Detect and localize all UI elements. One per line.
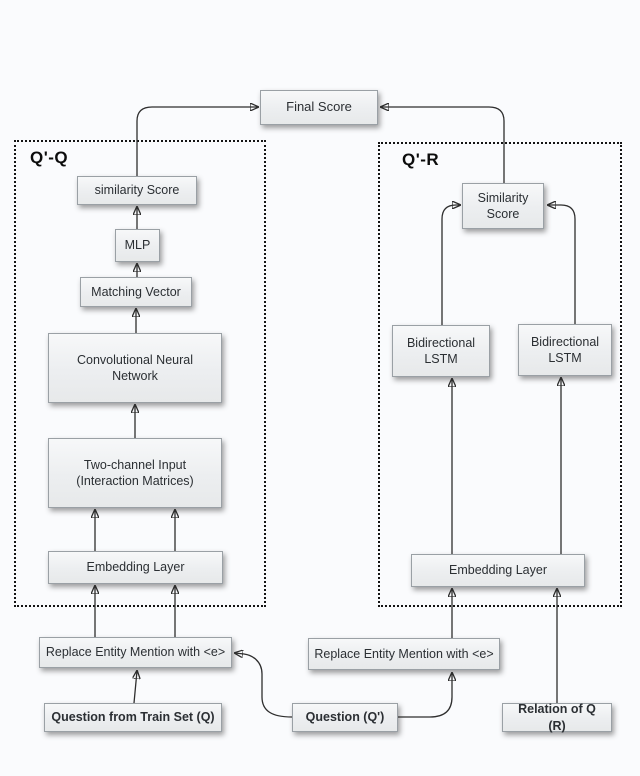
edge-questionq-to-replaceright-arrow (398, 673, 452, 717)
node-similarity-score-left: similarity Score (77, 176, 197, 205)
node-similarity-score-right: Similarity Score (462, 183, 544, 229)
node-question-from-train-set: Question from Train Set (Q) (44, 703, 222, 732)
node-bidirectional-lstm-left: Bidirectional LSTM (392, 325, 490, 377)
node-replace-entity-mention-right: Replace Entity Mention with <e> (308, 638, 500, 670)
node-embedding-layer-right: Embedding Layer (411, 554, 585, 587)
node-two-channel-input: Two-channel Input (Interaction Matrices) (48, 438, 222, 508)
node-convolutional-neural-network: Convolutional Neural Network (48, 333, 222, 403)
group-label-qr: Q'-R (402, 150, 440, 169)
edge-questionq-to-replaceleft-arrow (235, 653, 292, 717)
node-matching-vector: Matching Vector (80, 277, 192, 307)
node-bidirectional-lstm-right: Bidirectional LSTM (518, 324, 612, 376)
node-embedding-layer-left: Embedding Layer (48, 551, 223, 584)
node-replace-entity-mention-left: Replace Entity Mention with <e> (39, 637, 232, 668)
node-mlp: MLP (115, 229, 160, 262)
node-relation-of-q: Relation of Q (R) (502, 703, 612, 732)
node-question-q-prime: Question (Q') (292, 703, 398, 732)
node-final-score: Final Score (260, 90, 378, 125)
group-label-qq: Q'-Q (30, 148, 69, 167)
edge-questiontrain-to-replaceleft-arrow (134, 671, 137, 703)
